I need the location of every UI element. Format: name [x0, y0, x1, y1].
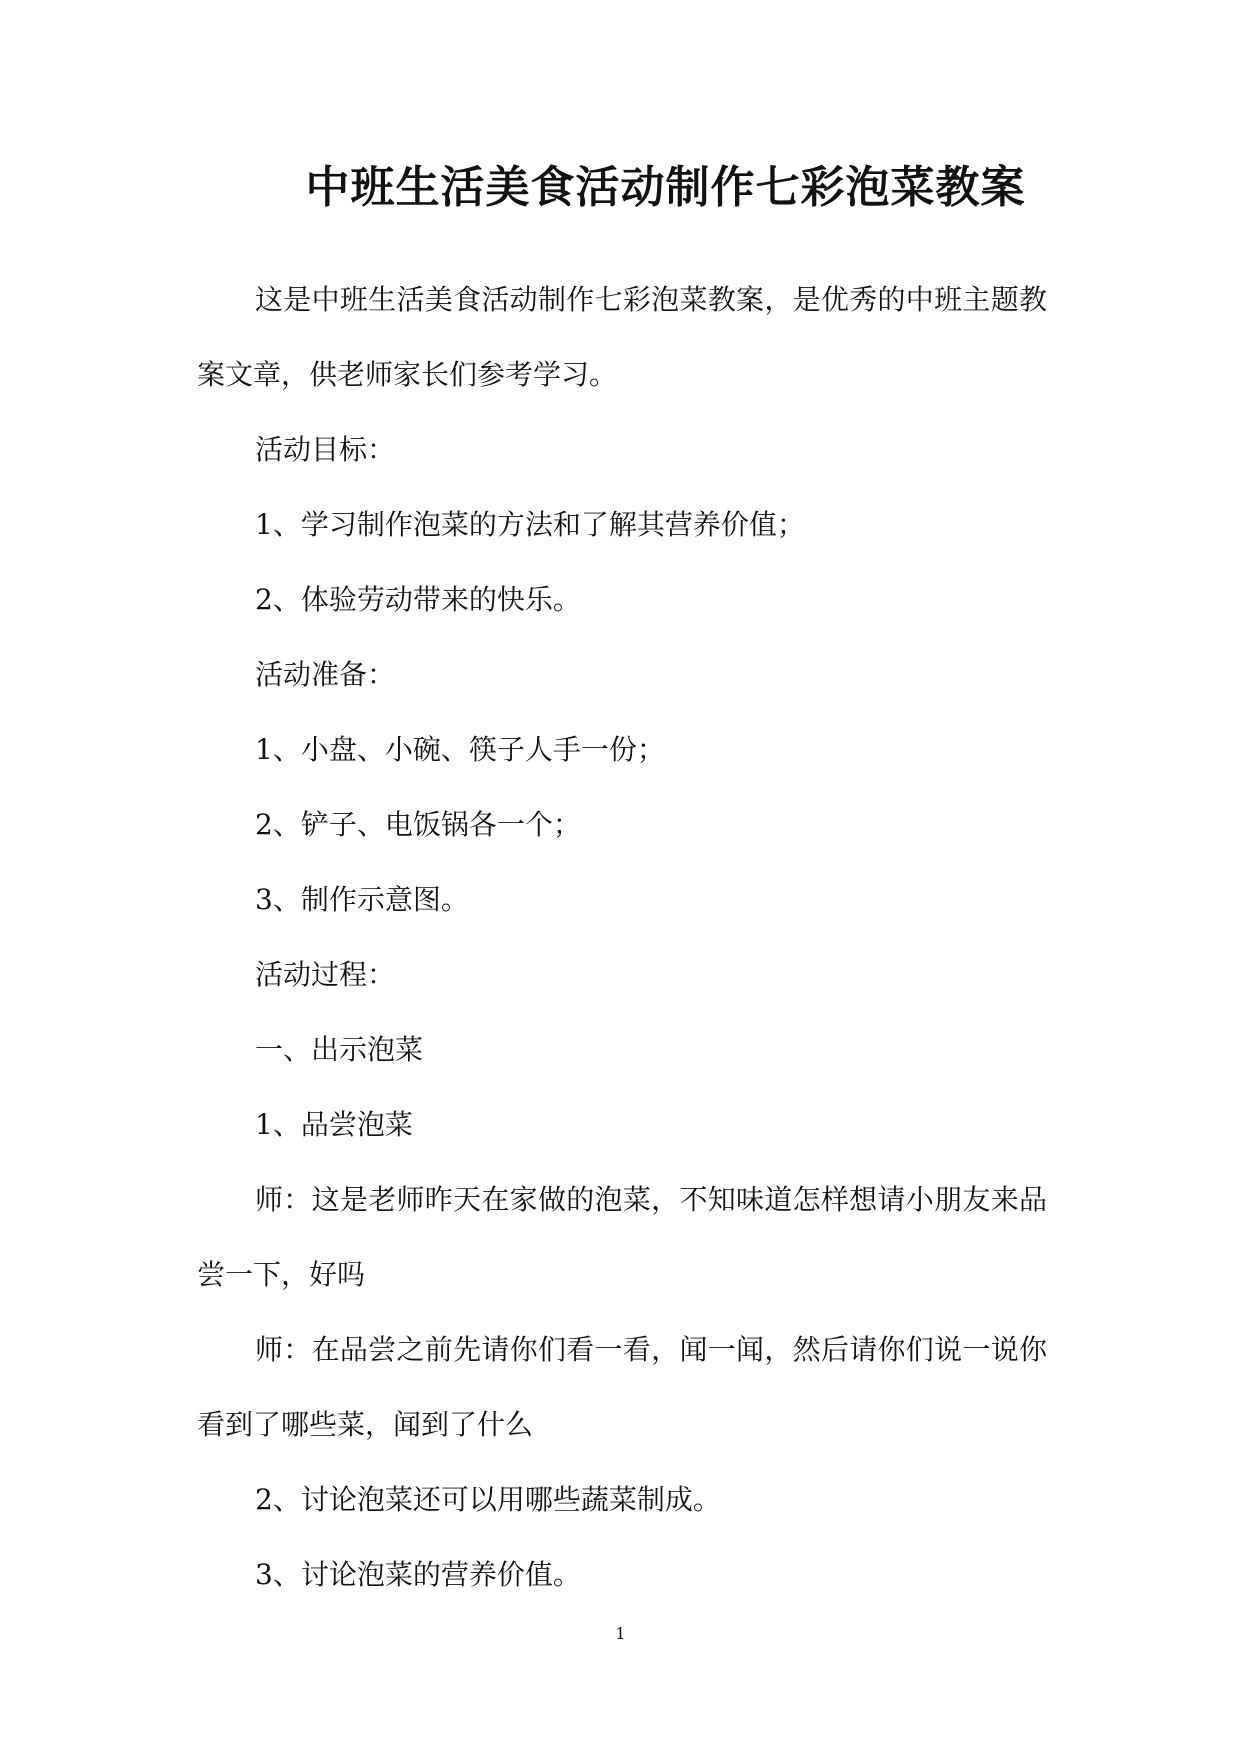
list-item-discuss-nutrition: 3、讨论泡菜的营养价值。: [255, 1558, 581, 1591]
list-item-preparation-3: 3、制作示意图。: [255, 883, 469, 916]
heading-activity-goals: 活动目标：: [255, 433, 396, 466]
document-title: 中班生活美食活动制作七彩泡菜教案: [305, 162, 1026, 213]
document-body: [197, 262, 1047, 1612]
list-item-goal-2: 2、体验劳动带来的快乐。: [255, 583, 581, 616]
heading-activity-process: 活动过程：: [255, 958, 396, 991]
list-item-preparation-1: 1、小盘、小碗、筷子人手一份；: [255, 733, 665, 766]
heading-activity-preparation: 活动准备：: [255, 658, 396, 691]
paragraph-teacher-dialogue-2: 师：在品尝之前先请你们看一看，闻一闻，然后请你们说一说你看到了哪些菜，闻到了什么: [197, 1333, 1047, 1441]
list-item-preparation-2: 2、铲子、电饭锅各一个；: [255, 808, 581, 841]
paragraph-intro: 这是中班生活美食活动制作七彩泡菜教案，是优秀的中班主题教案文章，供老师家长们参考学习。: [197, 283, 1047, 391]
paragraph-teacher-dialogue-1: 师：这是老师昨天在家做的泡菜，不知味道怎样想请小朋友来品尝一下，好吗: [197, 1183, 1047, 1291]
page-number: 1: [615, 1624, 626, 1643]
section-heading-show-pickles: 一、出示泡菜: [255, 1033, 424, 1066]
list-item-discuss-vegetables: 2、讨论泡菜还可以用哪些蔬菜制成。: [255, 1483, 721, 1516]
list-item-taste-pickles: 1、品尝泡菜: [255, 1108, 413, 1141]
list-item-goal-1: 1、学习制作泡菜的方法和了解其营养价值；: [255, 508, 805, 541]
